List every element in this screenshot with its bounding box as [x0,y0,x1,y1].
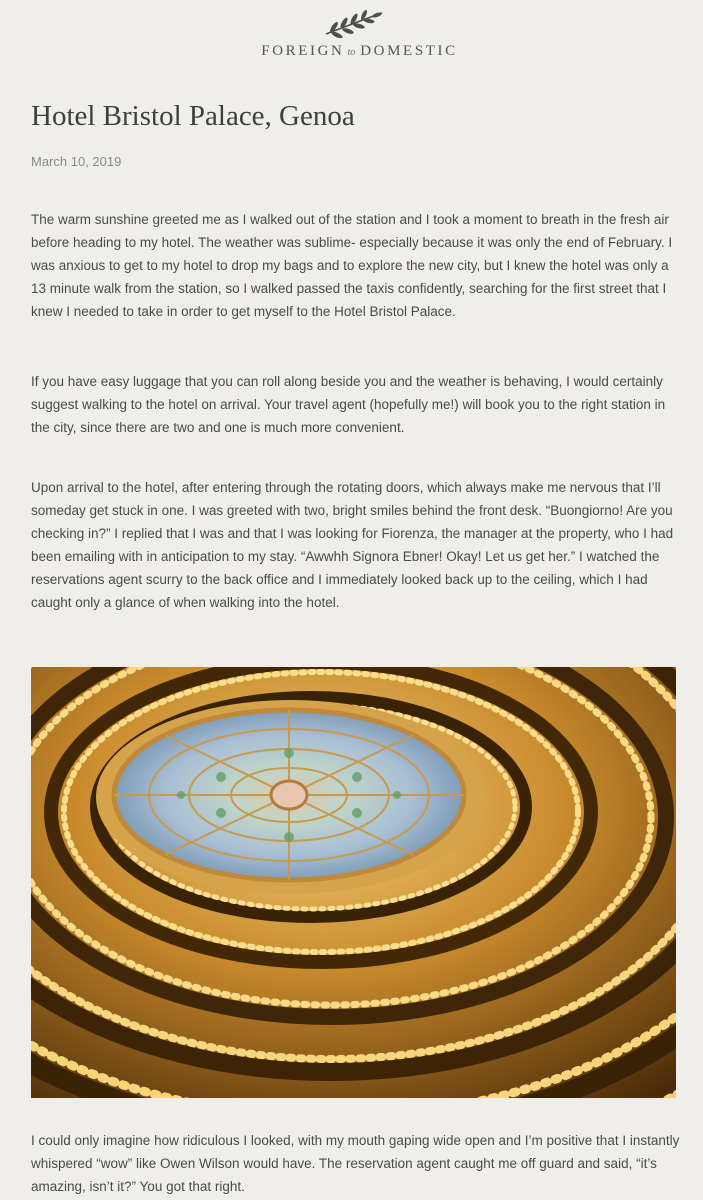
post-paragraph-3: Upon arrival to the hotel, after entering through the rotating doors, which always make me nervous that I’ll someday get stuck in one. I was greeted with two, bright smiles behind the front desk. “Buongiorno! Are you checking in?” I replied that I was and that I was looking for Fiorenza, the manager at the property, who I had been emailing with in anticipation to my stay. “Awwhh Signora Ebner! Okay! Let us get her.” I watched the reservations agent scurry to the back office and I immediately looked back up to the ceiling, which I had caught only a glance of when walking into the hotel. [31,480,674,610]
post-paragraph-2: If you have easy luggage that you can roll along beside you and the weather is behaving, I would certainly suggest walking to the hotel on arrival. Your travel agent (hopefully me!) will book you to the right station in the city, since there are two and one is much more convenient. [31,374,666,435]
logo-word-domestic: DOMESTIC [360,43,458,59]
post-title: Hotel Bristol Palace, Genoa [31,100,355,132]
post-date: March 10, 2019 [31,154,122,169]
olive-branch-icon[interactable] [322,10,386,38]
logo-word-to: to [347,47,356,58]
post-paragraph-1: The warm sunshine greeted me as I walked out of the station and I took a moment to breath in the fresh air before heading to my hotel. The weather was sublime- especially because it was only the end of February. I was anxious to get to my hotel to drop my bags and to explore the new city, but I knew the hotel was only a 13 minute walk from the station, so I walked passed the taxis confidently, searching for the first street that I knew I needed to take in order to get myself to the Hotel Bristol Palace. [31,212,673,319]
site-header [0,0,703,70]
stained-glass-staircase-image [31,667,676,1098]
site-logo[interactable] [0,43,703,60]
logo-word-foreign: FOREIGN [261,43,345,59]
post-paragraph-4: I could only imagine how ridiculous I looked, with my mouth gaping wide open and I’m positive that I instantly whispered “wow” like Owen Wilson would have. The reservation agent caught me off guard and said, “it’s amazing, isn’t it?” You got that right. [31,1133,680,1194]
hotel-staircase-photo [31,667,676,1098]
